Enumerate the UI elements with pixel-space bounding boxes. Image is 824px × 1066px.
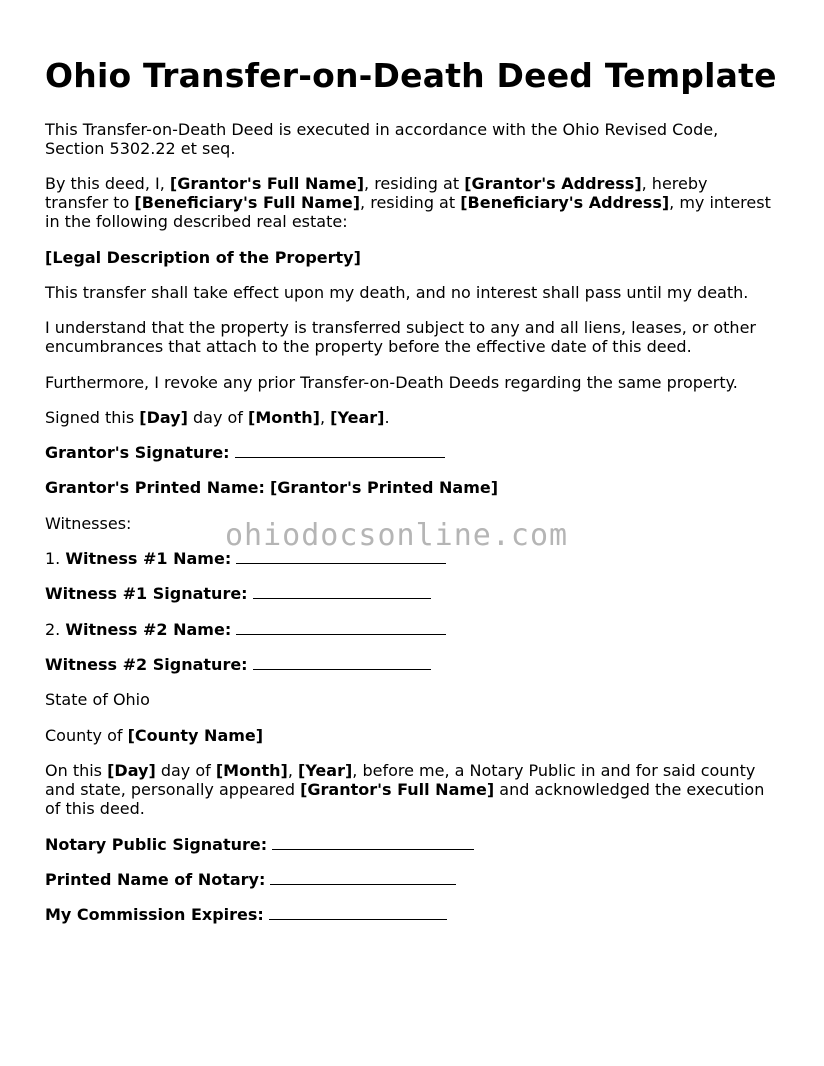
witness-2-name-label: Witness #2 Name: bbox=[65, 620, 232, 639]
text: transfer to bbox=[45, 193, 135, 212]
notary-printed-line[interactable] bbox=[270, 871, 456, 885]
beneficiary-name-placeholder: [Beneficiary's Full Name] bbox=[134, 193, 361, 212]
month-placeholder: [Month] bbox=[248, 408, 320, 427]
text: , residing at bbox=[364, 174, 465, 193]
text: , bbox=[319, 408, 331, 427]
witness-1-signature-row bbox=[45, 584, 431, 603]
grantor-name-placeholder: [Grantor's Full Name] bbox=[169, 174, 365, 193]
notary-signature-label: Notary Public Signature: bbox=[45, 835, 268, 854]
text: and state, personally appeared bbox=[45, 780, 301, 799]
witness-1-name-label: Witness #1 Name: bbox=[65, 549, 232, 568]
revocation-clause: Furthermore, I revoke any prior Transfer-on-Death Deeds regarding the same property. bbox=[45, 373, 738, 392]
state-line: State of Ohio bbox=[45, 690, 150, 709]
conveyance-line-2 bbox=[45, 193, 771, 212]
text: and acknowledged the execution bbox=[494, 780, 765, 799]
intro-line-2: Section 5302.22 et seq. bbox=[45, 139, 236, 158]
notary-printed-row bbox=[45, 870, 456, 889]
grantor-address-placeholder: [Grantor's Address] bbox=[464, 174, 642, 193]
conveyance-line-1 bbox=[45, 174, 707, 193]
text: , before me, a Notary Public in and for said county bbox=[352, 761, 756, 780]
witness-2-signature-row bbox=[45, 655, 431, 674]
notary-printed-label: Printed Name of Notary: bbox=[45, 870, 266, 889]
notary-ack-line-3: of this deed. bbox=[45, 799, 145, 818]
text: day of bbox=[187, 408, 249, 427]
notary-ack-line-2 bbox=[45, 780, 764, 799]
legal-description-text: [Legal Description of the Property] bbox=[45, 248, 361, 267]
commission-line[interactable] bbox=[269, 906, 447, 920]
text: , hereby bbox=[641, 174, 708, 193]
witness-2-name-row bbox=[45, 620, 446, 639]
encumbrance-line-2: encumbrances that attach to the property before the effective date of this deed. bbox=[45, 337, 692, 356]
beneficiary-address-placeholder: [Beneficiary's Address] bbox=[460, 193, 670, 212]
text: day of bbox=[155, 761, 216, 780]
grantor-signature-label: Grantor's Signature: bbox=[45, 443, 230, 462]
county-line bbox=[45, 726, 263, 745]
witness-1-signature-label: Witness #1 Signature: bbox=[45, 584, 248, 603]
intro-line-1: This Transfer-on-Death Deed is executed in accordance with the Ohio Revised Code, bbox=[45, 120, 719, 139]
encumbrance-line-1: I understand that the property is transferred subject to any and all liens, leases, or other bbox=[45, 318, 756, 337]
grantor-printed-placeholder: [Grantor's Printed Name] bbox=[269, 478, 499, 497]
grantor-signature-line[interactable] bbox=[235, 444, 445, 458]
grantor-printed-row bbox=[45, 478, 498, 497]
day-placeholder: [Day] bbox=[139, 408, 188, 427]
text: By this deed, I, bbox=[45, 174, 170, 193]
notary-ack-line-1 bbox=[45, 761, 755, 780]
notary-signature-row bbox=[45, 835, 474, 854]
text: , bbox=[287, 761, 298, 780]
commission-label: My Commission Expires: bbox=[45, 905, 264, 924]
day-placeholder: [Day] bbox=[107, 761, 156, 780]
county-placeholder: [County Name] bbox=[127, 726, 264, 745]
text: Signed this bbox=[45, 408, 140, 427]
text: , my interest bbox=[669, 193, 771, 212]
witnesses-heading: Witnesses: bbox=[45, 514, 132, 533]
watermark: ohiodocsonline.com bbox=[225, 518, 569, 553]
notary-signature-line[interactable] bbox=[272, 836, 474, 850]
month-placeholder: [Month] bbox=[215, 761, 288, 780]
grantor-name-placeholder: [Grantor's Full Name] bbox=[300, 780, 495, 799]
witness-2-signature-line[interactable] bbox=[253, 656, 431, 670]
signed-line bbox=[45, 408, 390, 427]
grantor-signature-row bbox=[45, 443, 445, 462]
text: , residing at bbox=[360, 193, 461, 212]
legal-description-placeholder bbox=[45, 248, 361, 267]
witness-2-name-line[interactable] bbox=[236, 621, 446, 635]
witness-1-number: 1. bbox=[45, 549, 66, 568]
year-placeholder: [Year] bbox=[330, 408, 385, 427]
witness-1-signature-line[interactable] bbox=[253, 585, 431, 599]
year-placeholder: [Year] bbox=[298, 761, 353, 780]
text: County of bbox=[45, 726, 128, 745]
conveyance-line-3: in the following described real estate: bbox=[45, 212, 348, 231]
text: On this bbox=[45, 761, 108, 780]
witness-2-signature-label: Witness #2 Signature: bbox=[45, 655, 248, 674]
witness-2-number: 2. bbox=[45, 620, 66, 639]
grantor-printed-label: Grantor's Printed Name: bbox=[45, 478, 265, 497]
effect-clause: This transfer shall take effect upon my death, and no interest shall pass until my death. bbox=[45, 283, 749, 302]
text: . bbox=[384, 408, 390, 427]
commission-row bbox=[45, 905, 447, 924]
document-title: Ohio Transfer-on-Death Deed Template bbox=[45, 56, 777, 95]
